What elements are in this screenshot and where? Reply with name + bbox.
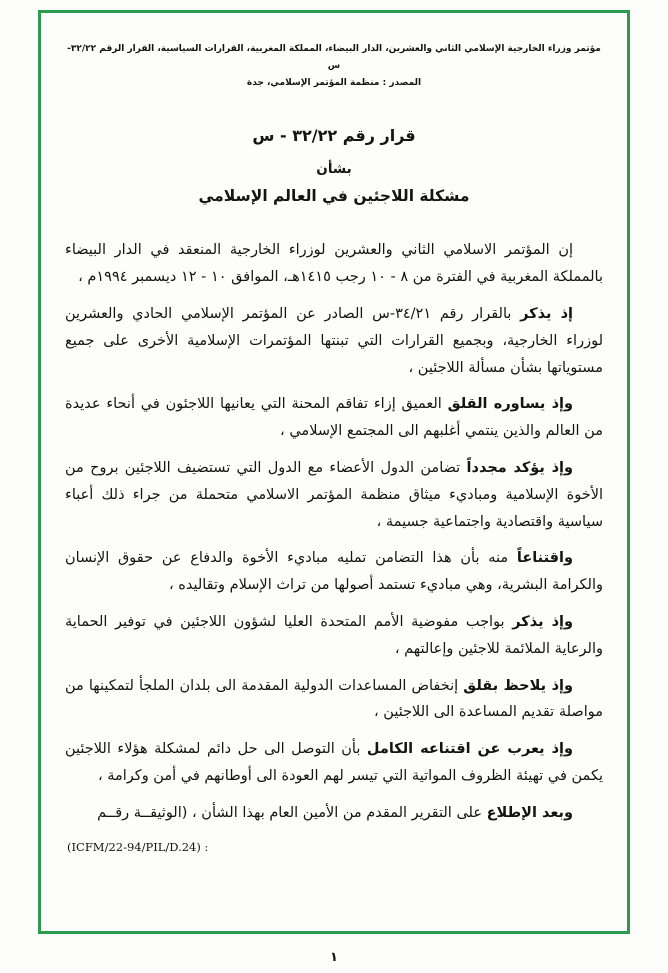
paragraph-lead: وإذ يؤكد مجدداً xyxy=(466,459,573,476)
paragraph-text: إن المؤتمر الاسلامي الثاني والعشرين لوزراء الخارجية المنعقد في الدار البيضاء بالمملكة المغربية في الفترة من ٨ - ١٠ رجب ١٤١٥هـ، الموافق ١٠ - ١٢ ديسمبر ١٩٩٤م ، xyxy=(65,242,603,286)
paragraph-text: العميق إزاء تفاقم المحنة التي يعانيها اللاجئون في أنحاء عديدة من العالم والذين ينتمي أغلبهم الى المجتمع الإسلامي ، xyxy=(65,396,603,440)
body-paragraph xyxy=(65,609,603,663)
paragraph-lead: واقتناعاً xyxy=(516,550,574,567)
paragraph-text: منه بأن هذا التضامن تمليه مباديء الأخوة والدفاع عن حقوق الإنسان والكرامة البشرية، وهي مباديء تستمد أصولها من تراث الإسلام وتقاليده ، xyxy=(65,550,603,594)
body-paragraph xyxy=(65,545,603,599)
header-line-1: مؤتمر وزراء الخارجية الإسلامي الثاني والعشرين، الدار البيضاء، المملكة المغربية، القرارات السياسية، القرار الرقم ٣٢/٢٢-س xyxy=(67,44,601,72)
body-paragraph xyxy=(65,391,603,445)
paragraph-lead: وإذ يساوره القلق xyxy=(447,396,574,413)
paragraph-text: بالقرار رقم ٣٤/٢١-س الصادر عن المؤتمر الإسلامي الحادي والعشرين لوزراء الخارجية، وبجميع القرارات التي تبنتها المؤتمرات الإسلامية الأخرى على جميع مستوياتها بشأن مسألة اللاجئين ، xyxy=(65,305,603,376)
title-block xyxy=(65,126,603,205)
body-paragraph xyxy=(65,800,603,827)
paragraph-lead: وإذ يعرب عن اقتناعه الكامل xyxy=(366,741,574,758)
paragraph-lead: وإذ يذكر xyxy=(512,614,574,631)
header-line-2: المصدر : منظمة المؤتمر الإسلامي، جدة xyxy=(246,78,422,89)
page-border-frame xyxy=(38,10,630,934)
paragraph-lead: وإذ يلاحظ بقلق xyxy=(463,677,574,694)
resolution-body xyxy=(65,237,603,858)
document-header xyxy=(65,41,603,92)
title-subject: مشكلة اللاجئين في العالم الإسلامي xyxy=(198,187,470,206)
page-number: ١ xyxy=(330,950,338,965)
paragraph-lead: إذ يذكر xyxy=(520,305,573,322)
paragraph-lead: وبعد الإطلاع xyxy=(486,804,573,821)
paragraph-text: على التقرير المقدم من الأمين العام بهذا الشأن ، (الوثيقــة رقــم xyxy=(97,804,482,821)
paragraph-text: بواجب مفوضية الأمم المتحدة العليا لشؤون اللاجئين في توفير الحماية والرعاية الملائمة للاجئين وإعالتهم ، xyxy=(65,614,603,657)
title-regarding: بشأن xyxy=(316,161,352,178)
body-paragraph xyxy=(65,237,603,291)
paragraph-text: إنخفاض المساعدات الدولية المقدمة الى بلدان الملجأ لتمكينها من مواصلة تقديم المساعدة الى اللاجئين ، xyxy=(65,677,603,721)
document-reference: (ICFM/22-94/PIL/D.24) : xyxy=(67,839,209,854)
body-paragraph xyxy=(65,455,603,535)
body-paragraph xyxy=(65,673,603,727)
body-paragraph xyxy=(65,736,603,790)
body-paragraph xyxy=(65,301,603,381)
paragraph-text: بأن التوصل الى حل دائم لمشكلة هؤلاء اللاجئين يكمن في تهيئة الظروف المواتية التي تيسر لهم العودة الى أوطانهم في أمن وكرامة ، xyxy=(65,741,603,785)
paragraph-text: تضامن الدول الأعضاء مع الدول التي تستضيف اللاجئين بروح من الأخوة الإسلامية ومباديء ميثاق منظمة المؤتمر الاسلامي متحملة من جراء ذلك أعباء سياسية واقتصادية واجتماعية جسيمة ، xyxy=(65,459,603,530)
resolution-number-title: قرار رقم ٣٢/٢٢ - س xyxy=(252,126,416,146)
